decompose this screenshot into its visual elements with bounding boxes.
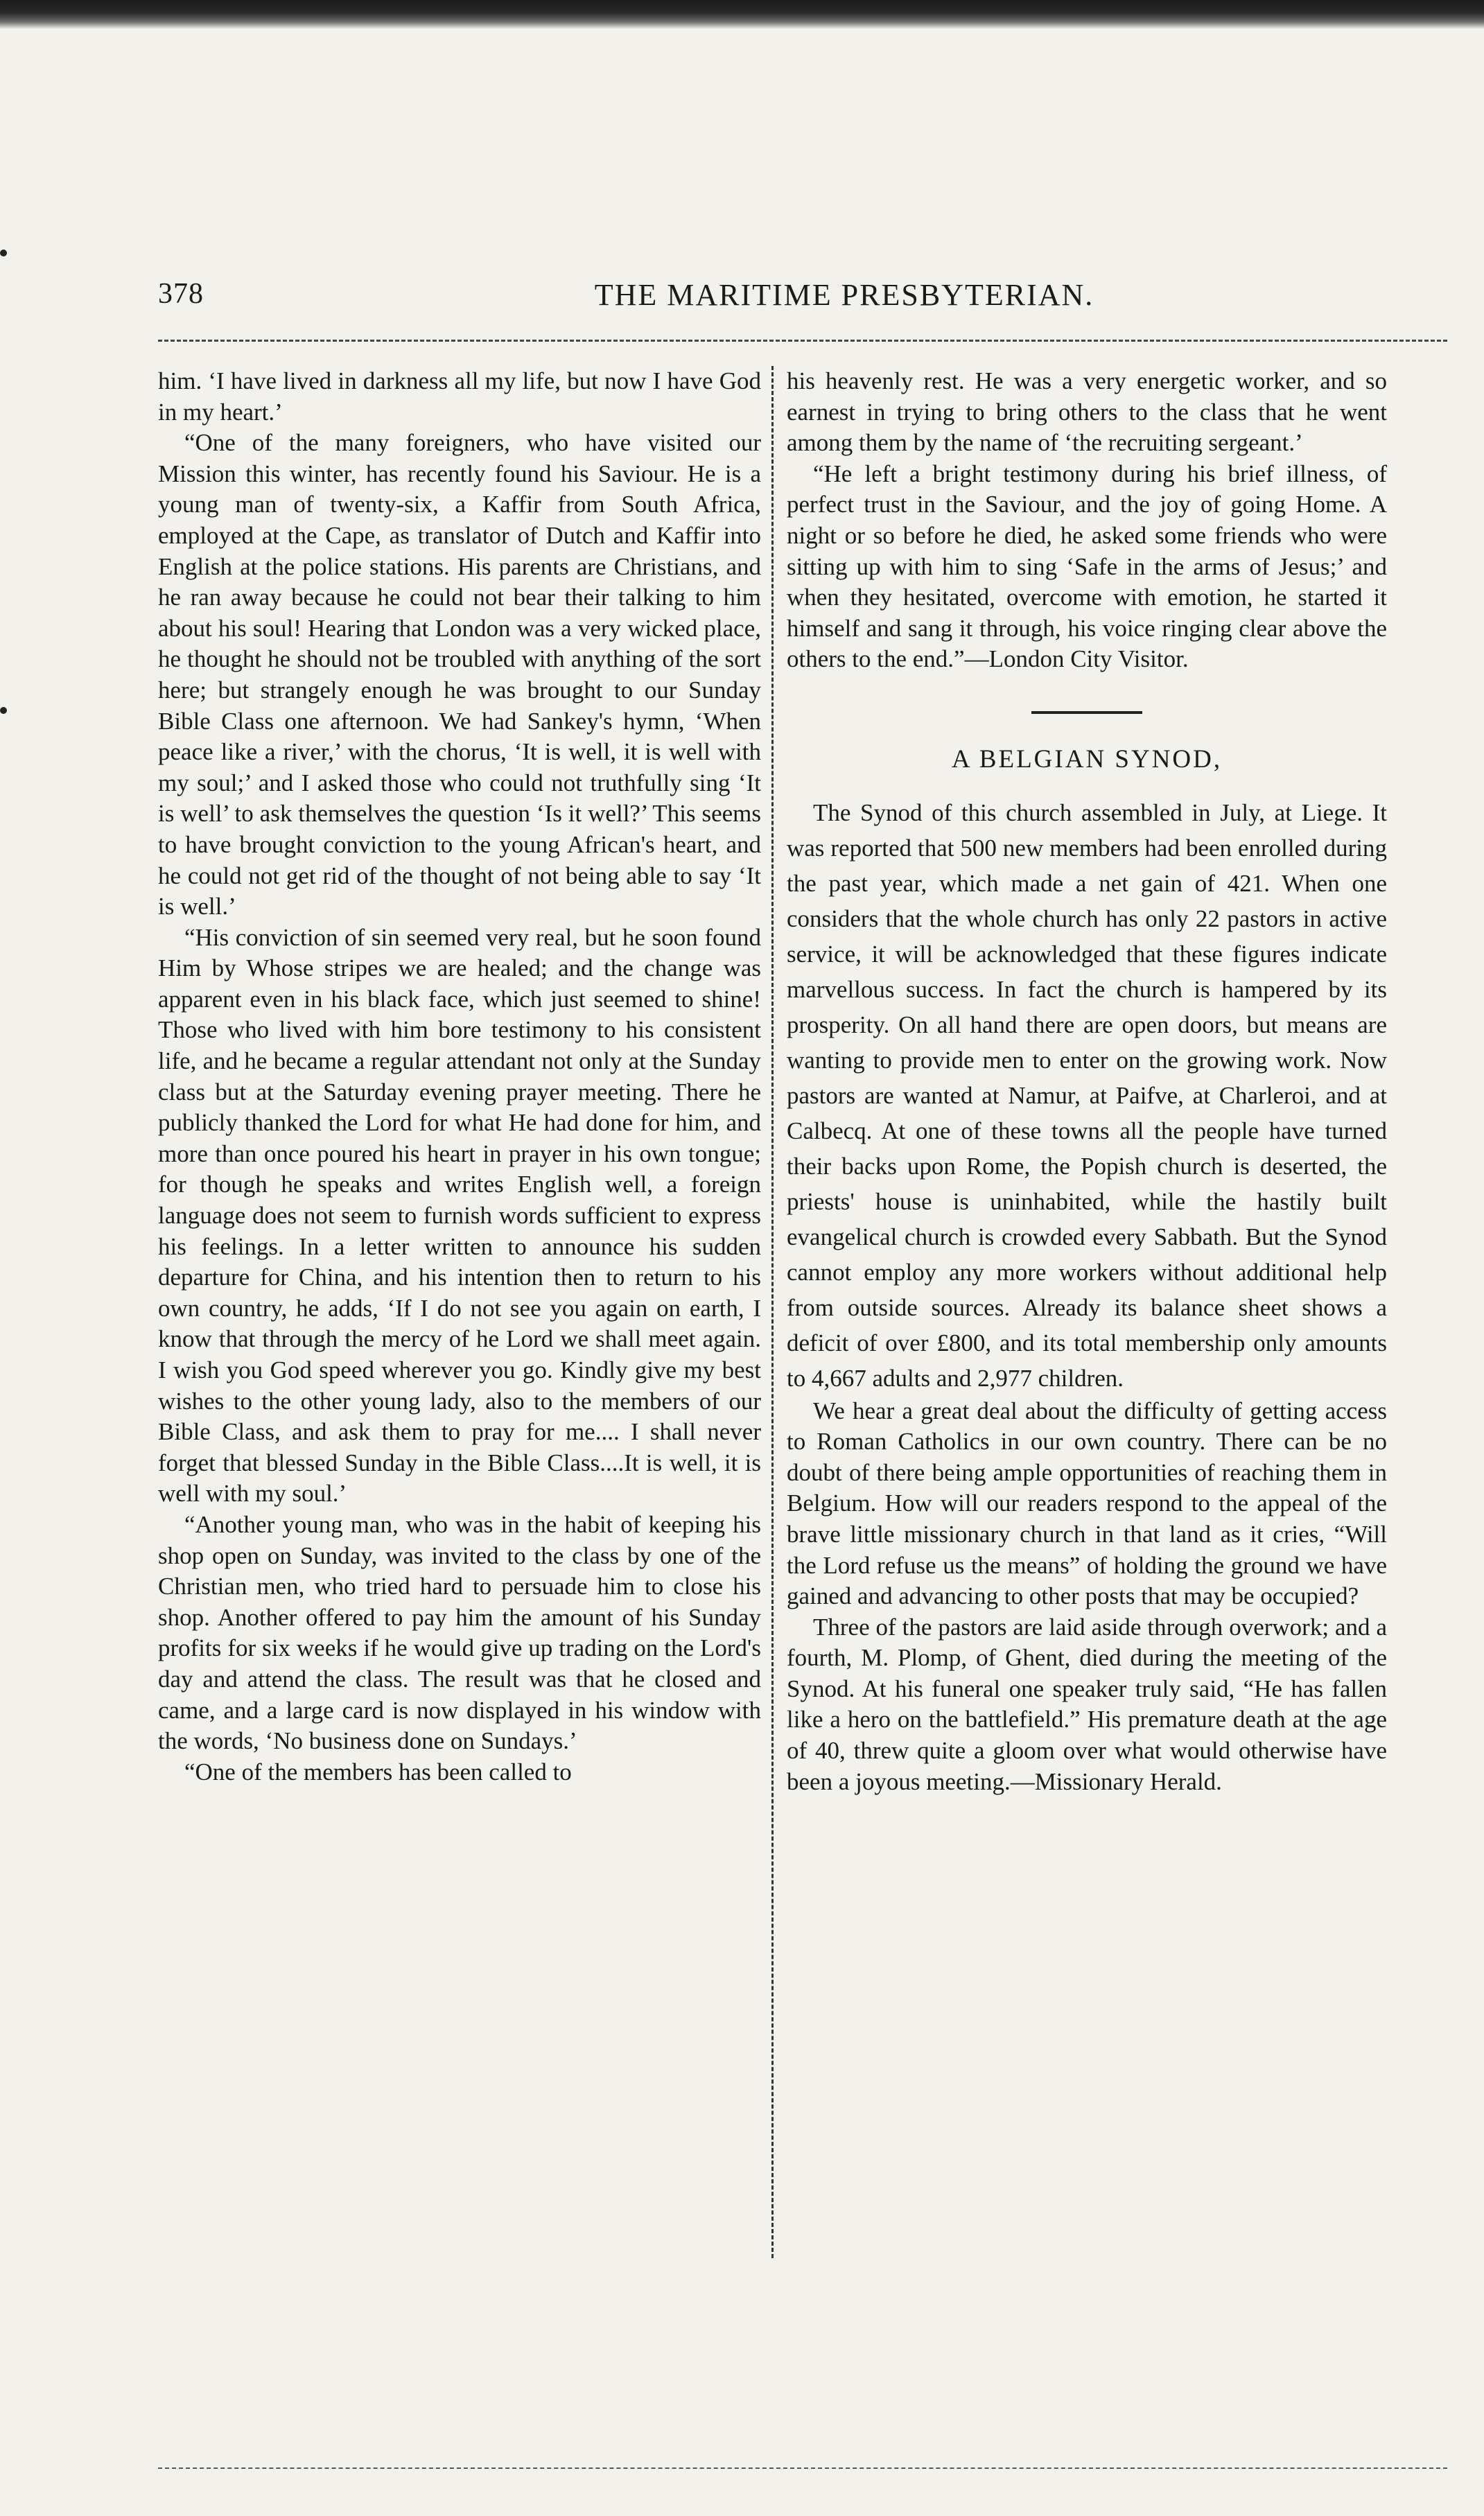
column-divider	[771, 366, 774, 2258]
paragraph: “He left a bright testimony during his brief illness, of perfect trust in the Saviour, and the joy of going Home. A night or so before he died, he asked some friends who were sitting up with him to sing ‘Safe in the arms of Jesus;’ and when they hesitated, overcome with emotion, he started it himself and sang it through, his voice ringing clear above the others to the end.”—London City Visitor.	[787, 460, 1387, 673]
header-rule	[158, 340, 1447, 342]
section-divider	[1031, 711, 1142, 714]
running-title: THE MARITIME PRESBYTERIAN.	[594, 278, 1094, 312]
paragraph: We hear a great deal about the difficulty of getting access to Roman Catholics in our own country. There can be no doubt of there being ample opportunities of reaching them in Belgium. How will our readers respond to the appeal of the brave little missionary church in that land as it cries, “Will the Lord refuse us the means” of holding the ground we have gained and advancing to other posts that may be occupied?	[787, 1397, 1387, 1610]
left-column	[158, 366, 761, 1788]
right-column	[787, 366, 1387, 1797]
section-title: A BELGIAN SYNOD,	[951, 744, 1223, 774]
page-number: 378	[158, 278, 204, 310]
belgian-synod-article	[787, 795, 1387, 1798]
paragraph: The Synod of this church assembled in July, at Liege. It was reported that 500 new members had been enrolled during the past year, which made a net gain of 421. When one considers that the whole church has only 22 pastors in active service, it will be acknowledged that these figures indicate marvellous success. In fact the church is hampered by its prosperity. On all hand there are open doors, but means are wanting to provide men to enter on the growing work. Now pastors are wanted at Namur, at Paifve, at Charleroi, and at Calbecq. At one of these towns all the people have turned their backs upon Rome, the Popish church is deserted, the priests' house is uninhabited, while the hastily built evangelical church is crowded every Sabbath. But the Synod cannot employ any more workers without additional help from outside sources. Already its balance sheet shows a deficit of over £800, and its total membership only amounts to 4,667 adults and 2,977 children.	[787, 798, 1387, 1392]
paragraph: “Another young man, who was in the habit of keeping his shop open on Sunday, was invited to the class by one of the Christian men, who tried hard to persuade him to close his shop. Another offered to pay him the amount of his Sunday profits for six weeks if he would give up trading on the Lord's day and attend the class. The result was that he closed and came, and a large card is now displayed in his window with the words, ‘No business done on Sundays.’	[158, 1510, 761, 1755]
margin-mark	[0, 250, 7, 256]
page-header	[158, 277, 1447, 319]
paragraph: “One of the members has been called to	[184, 1758, 572, 1785]
margin-mark	[0, 707, 7, 714]
paragraph: Three of the pastors are laid aside through overwork; and a fourth, M. Plomp, of Ghent, died during the meeting of the Synod. At his funeral one speaker truly said, “He has fallen like a hero on the battlefield.” His premature death at the age of 40, threw quite a gloom over what would otherwise have been a joyous meeting.—Missionary Herald.	[787, 1613, 1387, 1795]
paragraph: “His conviction of sin seemed very real, but he soon found Him by Whose stripes we are healed; and the change was apparent even in his black face, which just seemed to shine! Those who lived with him bore testimony to his consistent life, and he became a regular attendant not only at the Sunday class but at the Saturday evening prayer meeting. There he publicly thanked the Lord for what He had done for him, and more than once poured his heart in prayer in his own tongue; for though he speaks and writes English well, a foreign language does not seem to furnish words sufficient to express his feelings. In a letter written to announce his sudden departure for China, and his intention then to return to his own country, he adds, ‘If I do not see you again on earth, I know that through the mercy of he Lord we shall meet again. I wish you God speed wherever you go. Kindly give my best wishes to the other young lady, also to the members of our Bible Class, and ask them to pray for me.... I shall never forget that blessed Sunday in the Bible Class....It is well, it is well with my soul.’	[158, 923, 761, 1508]
paragraph: his heavenly rest. He was a very energetic worker, and so earnest in trying to bring others to the class that he went among them by the name of ‘the recruiting sergeant.’	[787, 367, 1387, 457]
paragraph: him. ‘I have lived in darkness all my life, but now I have God in my heart.’	[158, 367, 761, 426]
scan-top-edge	[0, 0, 1484, 29]
paragraph: “One of the many foreigners, who have visited our Mission this winter, has recently found his Saviour. He is a young man of twenty-six, a Kaffir from South Africa, employed at the Cape, as translator of Dutch and Kaffir into English at the police stations. His parents are Christians, and he ran away because he could not bear their talking to him about his soul! Hearing that London was a very wicked place, he thought he should not be troubled with anything of the sort here; but strangely enough he was brought to our Sunday Bible Class one afternoon. We had Sankey's hymn, ‘When peace like a river,’ with the chorus, ‘It is well, it is well with my soul;’ and I asked those who could not truthfully sing ‘It is well’ to ask themselves the question ‘Is it well?’ This seems to have brought conviction to the young African's heart, and he could not get rid of the thought of not being able to say ‘It is well.’	[158, 429, 761, 920]
footer-rule	[158, 2467, 1447, 2469]
